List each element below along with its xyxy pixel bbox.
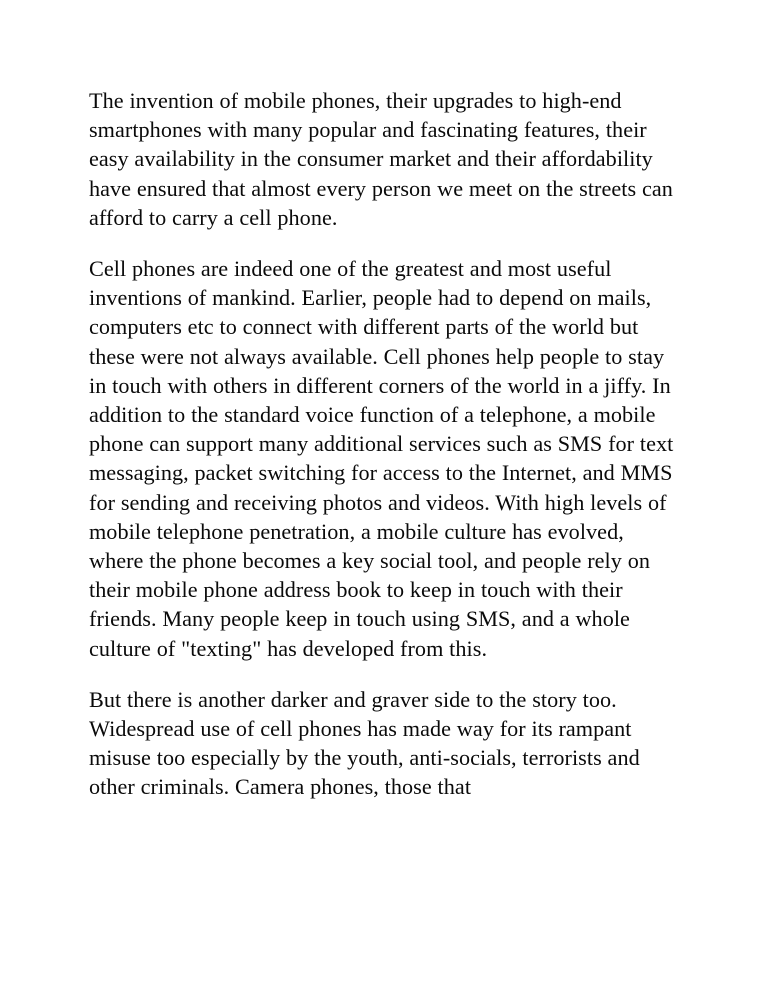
paragraph-3: But there is another darker and graver side to the story too. Widespread use of cell phones has made way for its rampant misuse too especially by the youth, anti-socials, terrorists and other criminals. Camera phones, those that [89,686,640,800]
paragraph-1: The invention of mobile phones, their upgrades to high-end smartphones with many popular and fascinating features, their easy availability in the consumer market and their affordability have ensured that almost every person we meet on the streets can afford to carry a cell phone. [89,88,673,230]
paragraph-2: Cell phones are indeed one of the greatest and most useful inventions of mankind. Earlier, people had to depend on mails, computers etc to connect with different parts of the world but these were not always available. Cell phones help people to stay in touch with others in different corners of the world in a jiffy. In addition to the standard voice function of a telephone, a mobile phone can support many additional services such as SMS for text messaging, packet switching for access to the Internet, and MMS for sending and receiving photos and videos. With high levels of mobile telephone penetration, a mobile culture has evolved, where the phone becomes a key social tool, and people rely on their mobile phone address book to keep in touch with their friends. Many people keep in touch using SMS, and a whole culture of "texting" has developed from this. [89,256,674,661]
document-text-column [89,86,679,802]
